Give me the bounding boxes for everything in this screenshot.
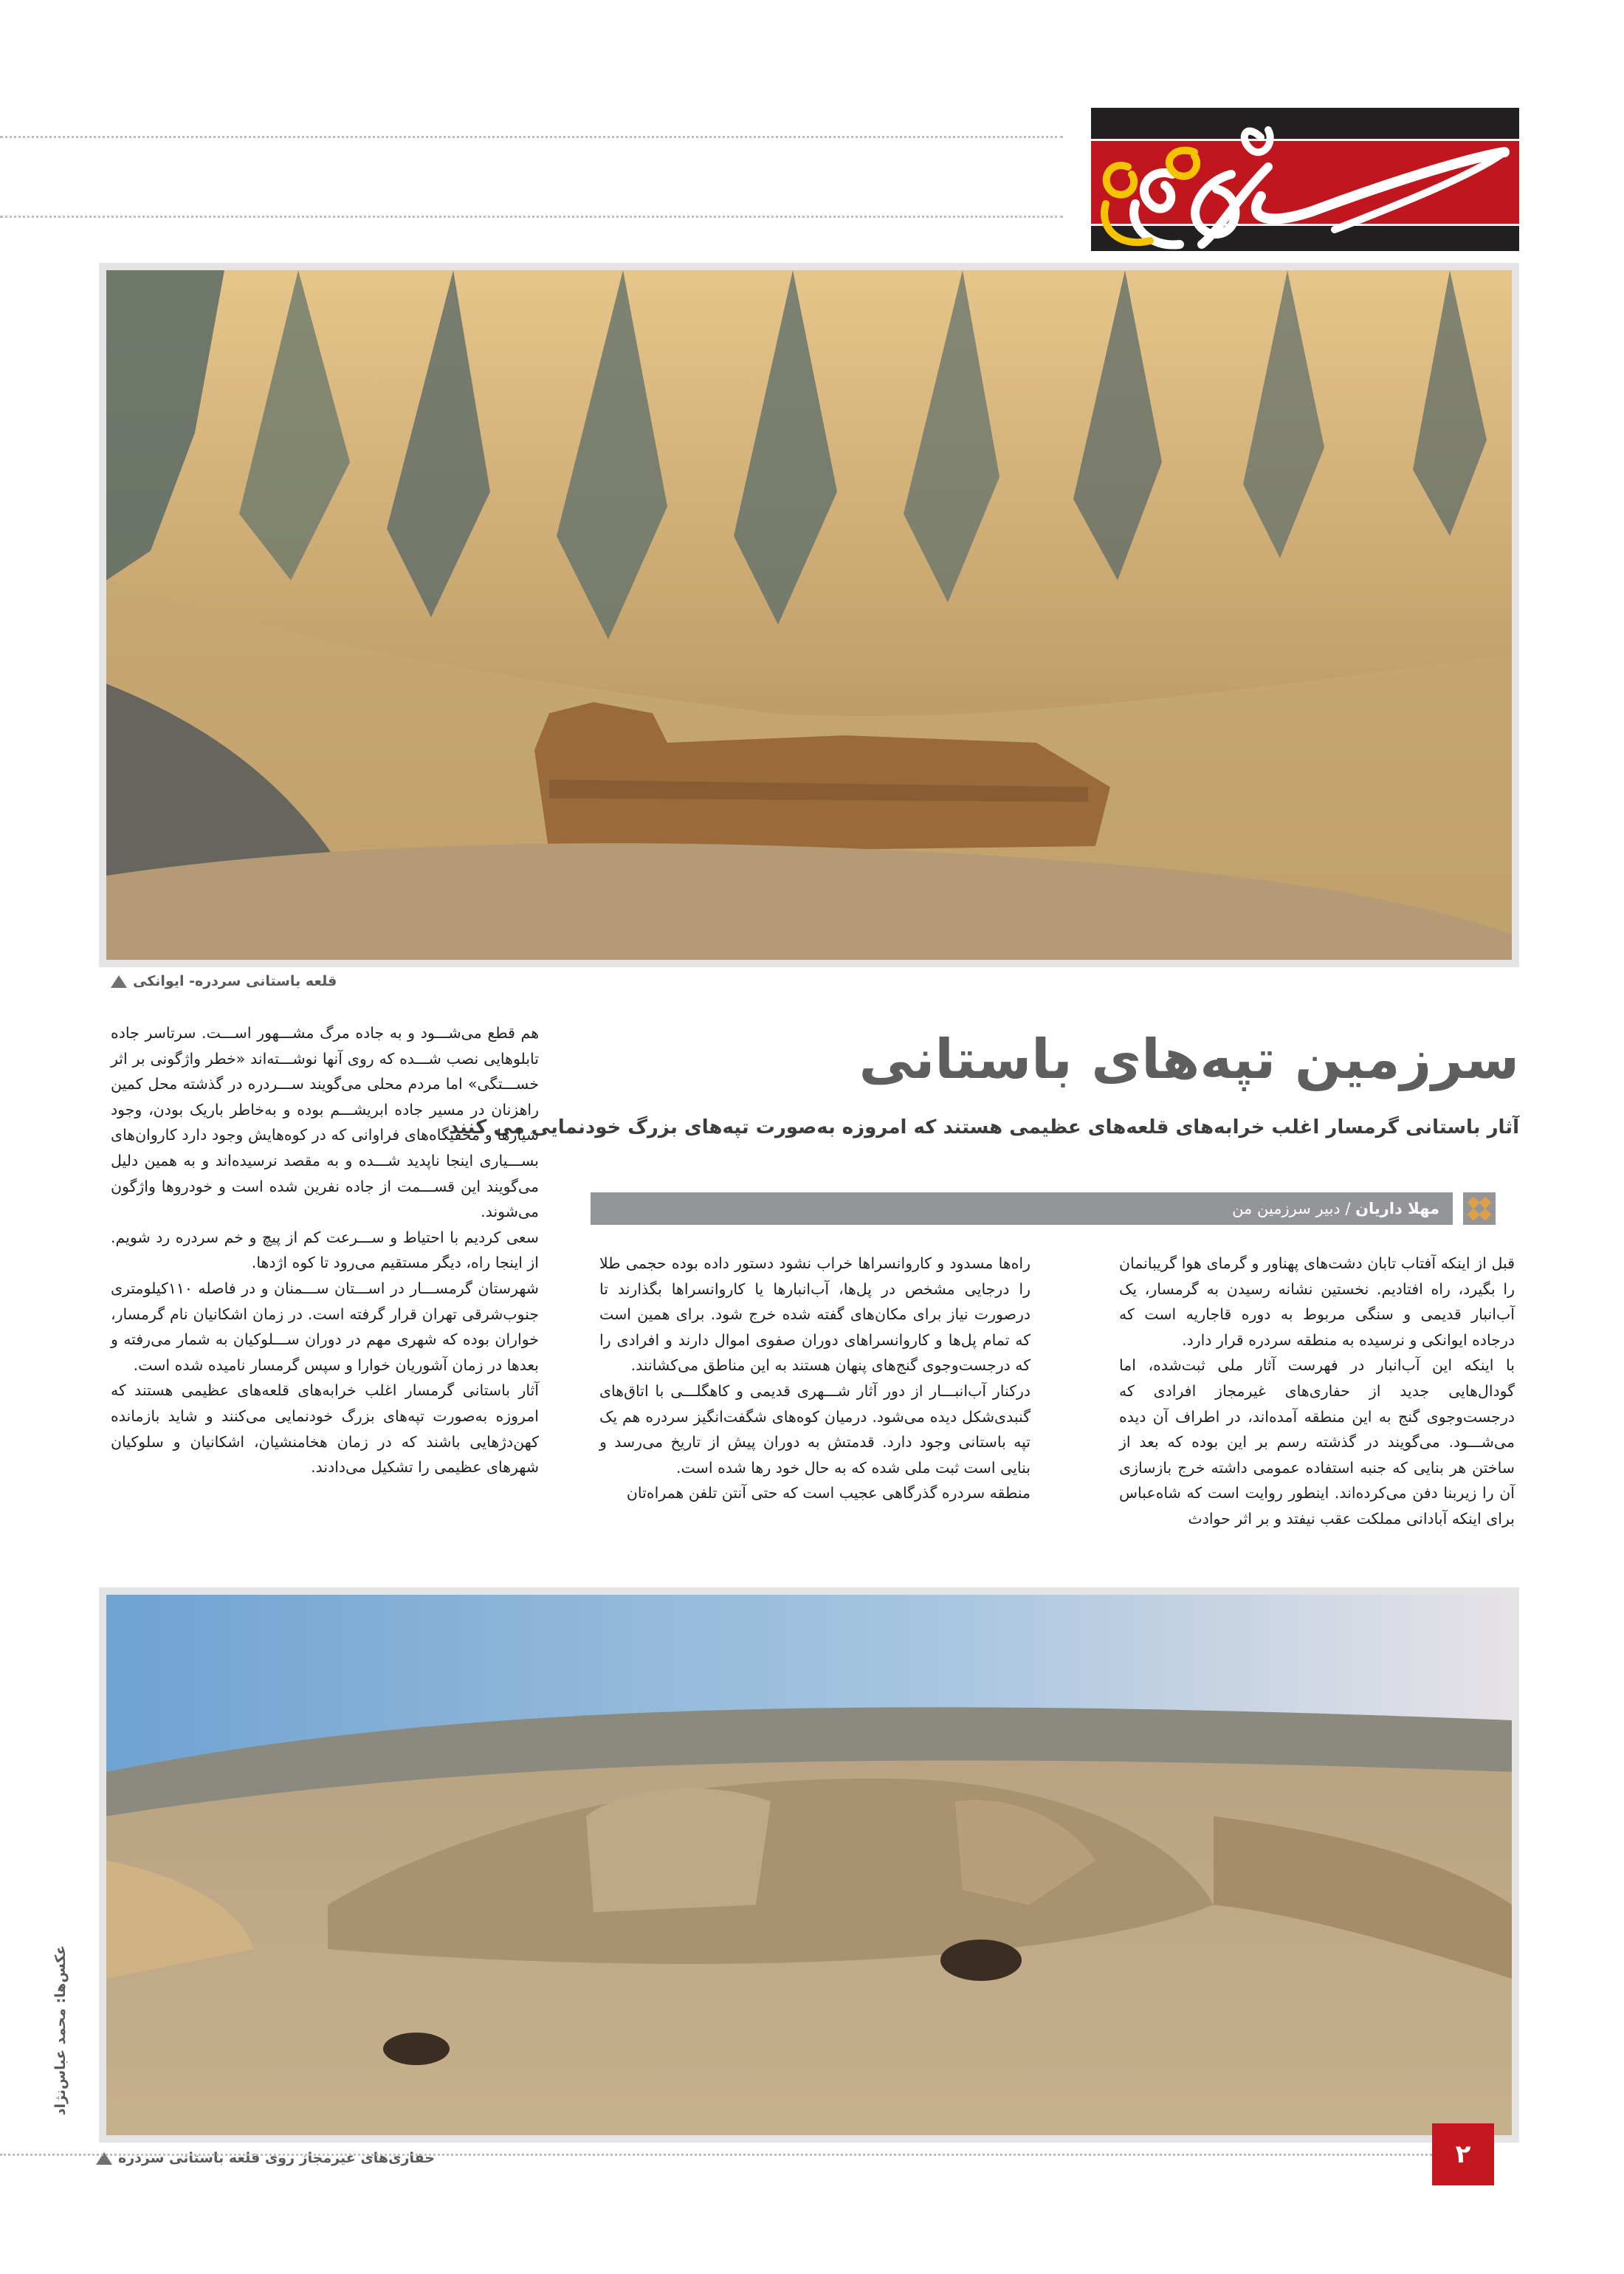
- top-photo: [106, 270, 1512, 960]
- author-role: دبیر سرزمین من: [1232, 1200, 1341, 1217]
- caption-triangle-icon: [111, 975, 127, 988]
- column-middle: [599, 1251, 1031, 1506]
- paragraph: با اینکه این آب‌انبار در فهرست آثار ملی ثبت‌شده، اما گودال‌هایی جدید از حفاری‌های غیرمجاز افرادی که درجست‌وجوی گنج به این منطقه آمده‌اند، در اطراف آن دیده می‌شـــود. می‌گویند در گذشته رسم بر این بوده که بعد از ساختن هر بنایی که جنبه استفاده عمومی داشته خرج بازسازی آن را زیربنا دفن می‌کرده‌اند. اینطور روایت است که شاه‌عباس برای اینکه آبادانی مملکت عقب نیفتد و بر اثر حوادث: [1119, 1356, 1515, 1528]
- author-name: مهلا داریان: [1355, 1200, 1439, 1217]
- photo-credit-text: عکس‌ها: محمد عباس‌نژاد: [52, 1945, 69, 2116]
- bottom-photo-caption-text: حفاری‌های غیرمجاز روی قلعه باستانی سردره: [118, 2150, 435, 2166]
- header-rule-top: [0, 136, 1063, 138]
- photo-credit: [46, 1934, 75, 2126]
- page-number: ۲: [1432, 2123, 1494, 2185]
- paragraph: سعی کردیم با احتیاط و ســـرعت کم از پیچ و خم سردره رد شویم. از اینجا راه، دیگر مستقیم می‌رود تا کوه اژدها.: [111, 1228, 539, 1272]
- column-right: [1119, 1251, 1515, 1532]
- paragraph: درکنار آب‌انبـــار از دور آثار شـــهری قدیمی و کاهگلـــی با اتاق‌های گنبدی‌شکل دیده می‌شود. درمیان کوه‌های شگفت‌انگیز سردره هم یک تپه باستانی وجود دارد. قدمتش به دوران پیش از تاریخ می‌رسد و بنایی است ثبت ملی شده که به حال خود رها شده است.: [599, 1381, 1031, 1477]
- masthead-logo: [1091, 108, 1519, 251]
- logo-calligraphy-icon: [1091, 108, 1519, 251]
- header-rule-bottom: [0, 216, 1063, 218]
- article-title: سرزمین تپه‌های باستانی: [859, 1028, 1519, 1091]
- paragraph: هم قطع می‌شـــود و به جاده مرگ مشـــهور اســـت. سرتاسر جاده تابلوهایی نصب شـــده که روی آنها نوشـــته‌اند «خطر واژگونی بر اثر خســـتگی» اما مردم محلی می‌گویند ســـردره در گذشته محل کمین راهزنان در مسیر جاده ابریشـــم بوده و به‌خاطر باریک بودن، وجود شیارها و مخفیگاه‌های فراوانی که در کوه‌هایش وجود دارد کاروان‌های بســـیاری اینجا ناپدید شـــده و به مقصد نرسیده‌اند و به همین دلیل می‌گویند این قســـمت از جاده نفرین شده است و خودروها واژگون می‌شوند.: [111, 1024, 539, 1221]
- top-photo-caption: [111, 973, 337, 989]
- top-photo-caption-text: قلعه باستانی سردره- ایوانکی: [133, 973, 337, 989]
- paragraph: آثار باستانی گرمسار اغلب خرابه‌های قلعه‌های عظیمی هستند که امروزه به‌صورت تپه‌های بزرگ خودنمایی می‌کنند و شاید بازمانده کهن‌دژهایی باشند که در زمان هخامنشیان، اشکانیان و سلوکیان شهرهای عظیمی را تشکیل می‌دادند.: [111, 1381, 539, 1477]
- paragraph: منطقه سردره گذرگاهی عجیب است که حتی آنتن تلفن همراه‌تان: [626, 1484, 1031, 1502]
- byline-ornament-icon: [1463, 1192, 1496, 1225]
- bottom-photo-caption: [96, 2150, 435, 2166]
- paragraph: شهرستان گرمســـار در اســـتان ســـمنان و در فاصله ۱۱۰کیلومتری جنوب‌شرقی تهران قرار گرفته است. در زمان اشکانیان نام گرمسار، خواران بوده که شهری مهم در دوران ســـلوکیان به شمار می‌رفته و بعدها در زمان آشوریان خوارا و سپس گرمسار نامیده شده است.: [111, 1279, 539, 1374]
- byline-separator: /: [1340, 1200, 1356, 1217]
- footer-rule: [0, 2154, 1432, 2156]
- bottom-photo: [106, 1595, 1512, 2135]
- article-subtitle: آثار باستانی گرمسار اغلب خرابه‌های قلعه‌های عظیمی هستند که امروزه به‌صورت تپه‌های بزرگ خودنمایی می کنند: [448, 1116, 1519, 1138]
- column-left: [111, 1020, 539, 1480]
- byline-bar: [591, 1192, 1453, 1225]
- paragraph: قبل از اینکه آفتاب تابان دشت‌های پهناور و گرمای هوا گریبانمان را بگیرد، راه افتادیم. نخستین نشانه رسیدن به گرمسار، یک آب‌انبار قدیمی و سنگی مربوط به دوره قاجاریه است که درجاده ایوانکی و نرسیده به منطقه سردره قرار دارد.: [1119, 1254, 1515, 1349]
- paragraph: راه‌ها مسدود و کاروانسراها خراب نشود دستور داده بوده حجمی طلا را درجایی مشخص در پل‌ها، آب‌انبارها یا کاروانسراها بگذارند تا درصورت نیاز برای مکان‌های گفته شده خرج شود. برای همین است که تمام پل‌ها و کاروانسراهای دوران صفوی اموال دارند و افرادی را که درجست‌وجوی گنج‌های پنهان هستند به این مناطق می‌کشانند.: [599, 1254, 1031, 1375]
